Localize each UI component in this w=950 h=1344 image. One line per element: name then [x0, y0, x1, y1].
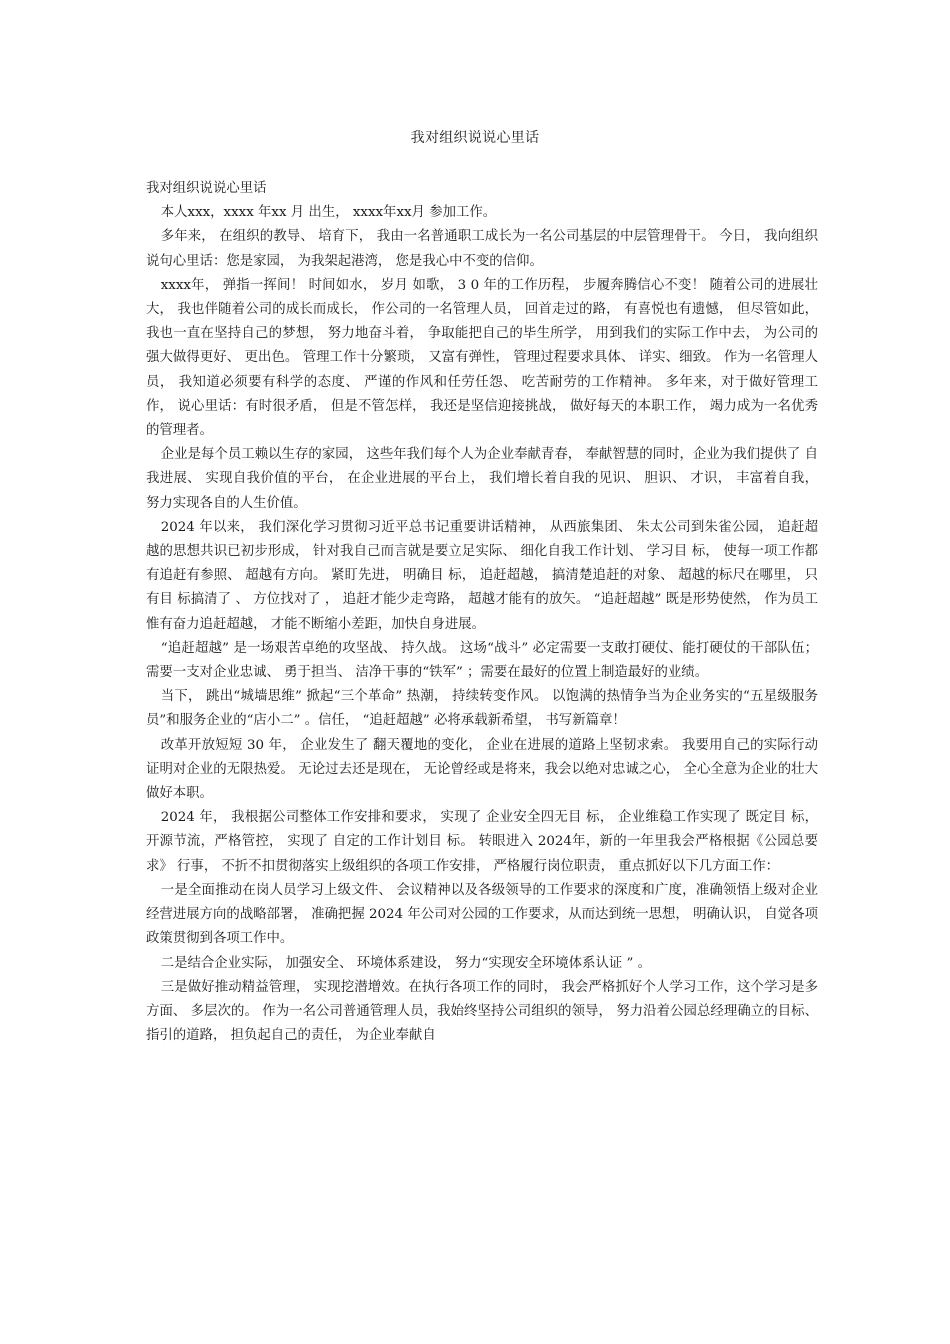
paragraph-point-two: 二是结合企业实际， 加强安全、 环境体系建设， 努力“实现安全环境体系认证 ” 。 [160, 955, 651, 971]
paragraph-battle: “追赶超越” 是一场艰苦卓绝的攻坚战、 持久战。 这场“战斗” 必定需要一支敢打硬仗、能打硬仗的干部队伍；需要一支对企业忠诚、 勇于担当、 洁净干事的“铁军” ；需要在最好的位置上制造最好的业绩。 [146, 640, 818, 681]
paragraph-plan: 2024 年， 我根据公司整体工作安排和要求， 实现了 企业安全四无目 标， 企业维稳工作实现了 既定目 标， 开源节流，严格管控， 实现了 自定的工作计划目 标。 转眼进入 2024年，新的一年里我会严格根据《公园总要求》 行事， 不折不扣贯彻落实上级组织的各项工作安排， 严格履行岗位职责， 重点抓好以下几方面工作： [146, 810, 818, 874]
paragraph-career: xxxx年， 弹指一挥间！ 时间如水， 岁月 如歌， 3 0 年的工作历程， 步履奔腾信心不变！ 随着公司的进展壮大， 我也伴随着公司的成长而成长， 作公司的一名管理人员， 回首走过的路， 有喜悦也有遗憾， 但尽管如此， 我也一直在坚持自己的梦想， 努力地奋斗着， 争取能把自己的毕生所学， 用到我们的实际工作中去， 为公司的强大做得更好、 更出色。 管理工作十分繁琐， 又富有弹性， 管理过程要求具体、 详实、细致。 作为一名管理人员， 我知道必须要有科学的态度、 严谨的作风和任劳任怨、 吃苦耐劳的工作精神。 多年来，对于做好管理工作， 说心里话：有时很矛盾， 但是不管怎样， 我还是坚信迎接挑战， 做好每天的本职工作， 竭力成为一名优秀的管理者。 [146, 277, 818, 439]
document-title: 我对组织说说心里话 [410, 130, 540, 146]
paragraph-intro: 多年来， 在组织的教导、 培育下， 我由一名普通职工成长为一名公司基层的中层管理骨干。 今日， 我向组织说句心里话：您是家园， 为我架起港湾， 您是我心中不变的信仰。 [146, 229, 818, 269]
document-subtitle: 我对组织说说心里话 [146, 181, 267, 196]
paragraph-point-three: 三是做好推动精益管理， 实现挖潜增效。在执行各项工作的同时， 我会严格抓好个人学习工作，这个学习是多方面、 多层次的。 作为一名公司普通管理人员，我始终坚持公司组织的领导， 努力沿着公园总经理确立的目标、 指引的道路， 担负起自己的责任， 为企业奉献自 [146, 979, 818, 1044]
paragraph-catch-up: 2024 年以来， 我们深化学习贯彻习近平总书记重要讲话精神， 从西旅集团、 朱太公司到朱雀公园， 追赶超越的思想共识已初步形成， 针对我自己而言就是要立足实际、 细化自我工作计划、 学习目 标， 使每一项工作都有追赶有参照、 超越有方向。 紧盯先进， 明确目 标， 追赶超越， 搞清楚追赶的对象、 超越的标尺在哪里， 只有目 标搞清了 、 方位找对了 ， 追赶才能少走弯路， 超越才能有的放矢。 “追赶超越” 既是形势使然， 作为员工惟有奋力追赶超越， 才能不断缩小差距，加快自身进展。 [146, 519, 818, 632]
document-body [146, 177, 818, 1048]
paragraph-current: 当下， 跳出“城墙思维” 掀起“三个革命” 热潮， 持续转变作风。 以饱满的热情争当为企业务实的“五星级服务员”和服务企业的“店小二” 。信任， “追赶超越” 必将承载新希望， 书写新篇章！ [146, 689, 818, 729]
paragraph-reform: 改革开放短短 30 年， 企业发生了 翻天覆地的变化， 企业在进展的道路上坚韧求索。 我要用自己的实际行动证明对企业的无限热爱。 无论过去还是现在， 无论曾经或是将来，我会以绝对忠诚之心， 全心全意为企业的壮大做好本职。 [146, 737, 818, 802]
paragraph-enterprise-home: 企业是每个员工赖以生存的家园， 这些年我们每个人为企业奉献青春， 奉献智慧的同时，企业为我们提供了 自我进展、 实现自我价值的平台， 在企业进展的平台上， 我们增长着自我的见识、 胆识、 才识， 丰富着自我， 努力实现各自的人生价值。 [146, 447, 818, 511]
paragraph-point-one: 一是全面推动在岗人员学习上级文件、 会议精神以及各级领导的工作要求的深度和广度，准确领悟上级对企业经营进展方向的战略部署， 准确把握 2024 年公司对公园的工作要求，从而达到统一思想， 明确认识， 自觉各项政策贯彻到各项工作中。 [146, 882, 818, 947]
paragraph-personal-info: 本人xxx，xxxx 年xx 月 出生， xxxx年xx月 参加工作。 [160, 205, 497, 221]
